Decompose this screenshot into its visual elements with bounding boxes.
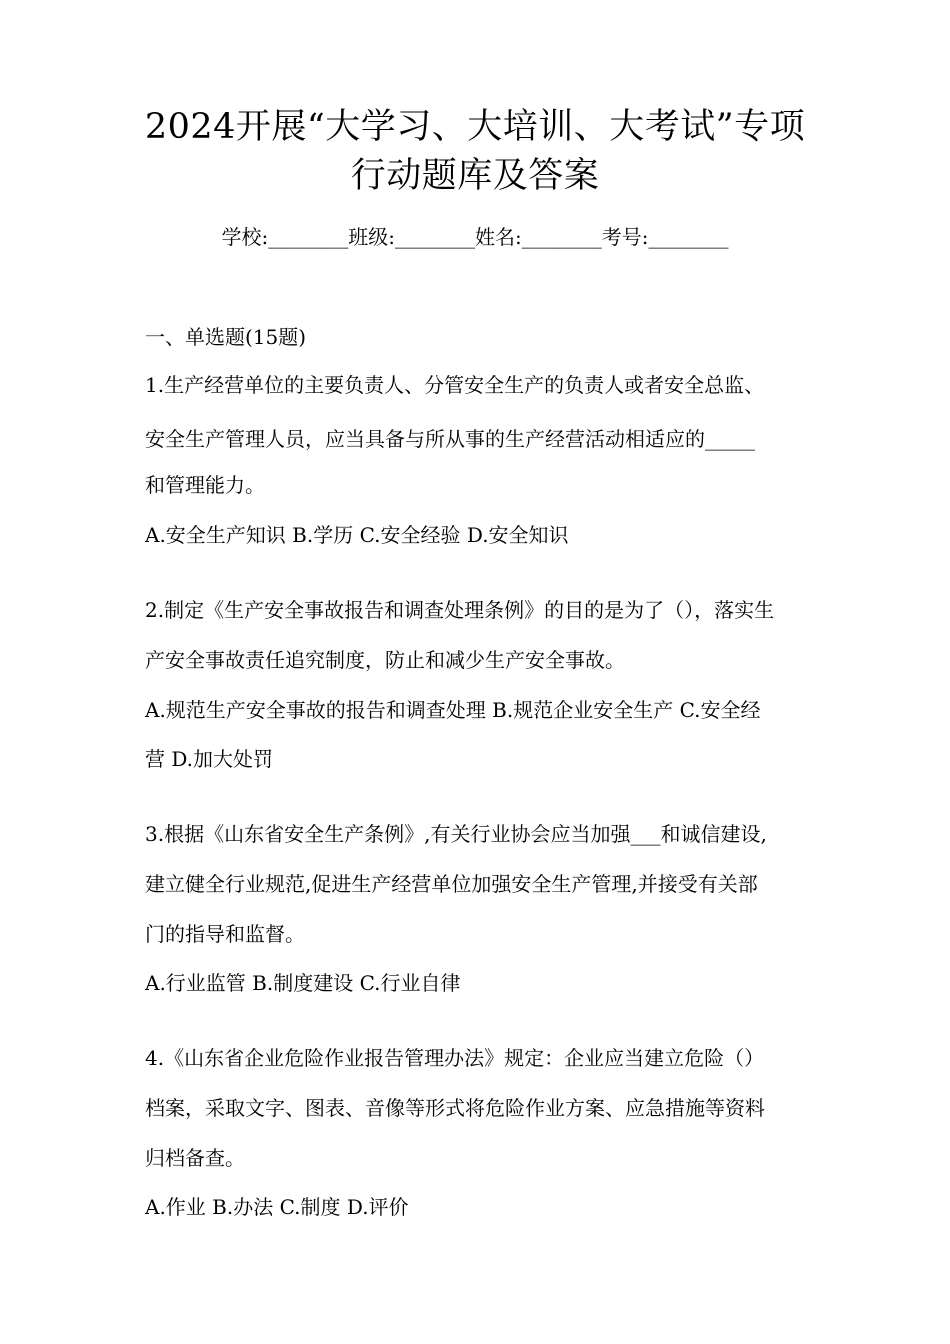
question-1-line-2: 安全生产管理人员，应当具备与所从事的生产经营活动相适应的_____ bbox=[145, 427, 755, 451]
question-1-line-3: 和管理能力。 bbox=[145, 473, 265, 497]
question-4-line-3: 归档备查。 bbox=[145, 1146, 245, 1170]
question-3-line-2: 建立健全行业规范,促进生产经营单位加强安全生产管理,并接受有关部 bbox=[145, 872, 758, 896]
question-4-options: A.作业 B.办法 C.制度 D.评价 bbox=[145, 1195, 409, 1219]
question-4-line-1: 4.《山东省企业危险作业报告管理办法》规定：企业应当建立危险（） bbox=[145, 1046, 765, 1070]
question-2-options-line-1: A.规范生产安全事故的报告和调查处理 B.规范企业安全生产 C.安全经 bbox=[145, 698, 761, 722]
question-1-line-1: 1.生产经营单位的主要负责人、分管安全生产的负责人或者安全总监、 bbox=[145, 373, 765, 397]
document-title-line-1: 2024开展“大学习、大培训、大考试”专项 bbox=[144, 107, 806, 147]
question-2-line-2: 产安全事故责任追究制度，防止和减少生产安全事故。 bbox=[145, 648, 625, 672]
question-4-line-2: 档案，采取文字、图表、音像等形式将危险作业方案、应急措施等资料 bbox=[145, 1096, 765, 1120]
question-1-options: A.安全生产知识 B.学历 C.安全经验 D.安全知识 bbox=[145, 523, 569, 547]
question-2-options-line-2: 营 D.加大处罚 bbox=[145, 747, 274, 771]
student-info-line: 学校:________班级:________姓名:________考号:________ bbox=[221, 225, 729, 249]
question-2-line-1: 2.制定《生产安全事故报告和调查处理条例》的目的是为了（），落实生 bbox=[145, 598, 775, 622]
question-3-options: A.行业监管 B.制度建设 C.行业自律 bbox=[145, 971, 461, 995]
question-3-line-3: 门的指导和监督。 bbox=[145, 922, 305, 946]
question-3-line-1: 3.根据《山东省安全生产条例》,有关行业协会应当加强___和诚信建设, bbox=[145, 822, 767, 846]
section-heading: 一、单选题(15题) bbox=[145, 325, 307, 349]
document-title-line-2: 行动题库及答案 bbox=[350, 156, 600, 196]
